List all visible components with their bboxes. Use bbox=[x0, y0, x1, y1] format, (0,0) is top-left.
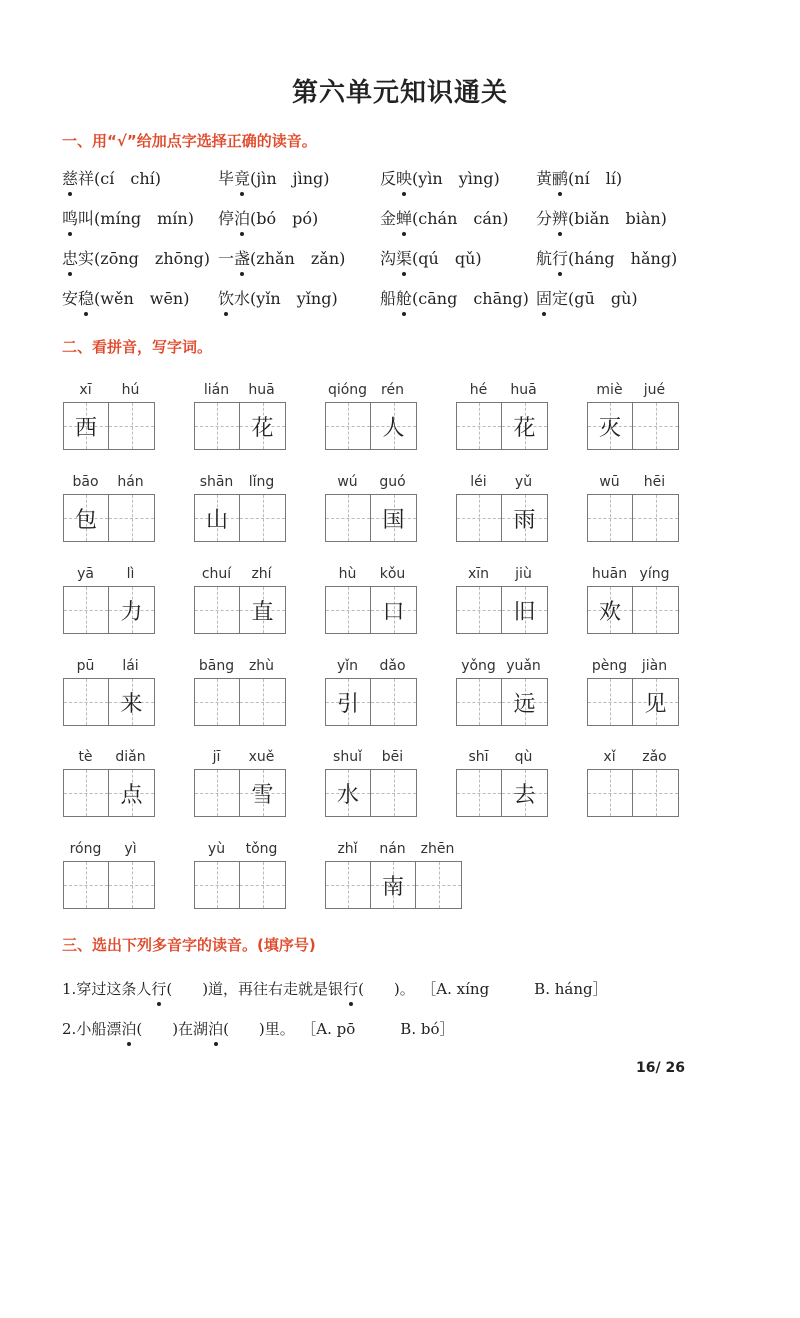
tianzige-grid bbox=[194, 678, 286, 726]
question-number: 1. bbox=[62, 980, 77, 998]
pinyin-syllable: qióng bbox=[327, 382, 368, 398]
answer-box[interactable] bbox=[195, 770, 240, 816]
tianzige-grid bbox=[194, 861, 286, 909]
answer-box[interactable] bbox=[633, 495, 678, 541]
dotted-char: 忠 bbox=[62, 246, 78, 269]
given-char-box: 来 bbox=[109, 679, 154, 725]
dotted-char: 行 bbox=[552, 246, 568, 269]
word-char: 叫 bbox=[78, 209, 95, 228]
pinyin-label bbox=[587, 566, 677, 588]
answer-box[interactable] bbox=[326, 495, 371, 541]
answer-box[interactable] bbox=[64, 770, 109, 816]
tianzige-grid bbox=[63, 494, 155, 542]
pinyin-label bbox=[325, 749, 415, 771]
word-char: 分 bbox=[536, 209, 553, 228]
tianzige-grid bbox=[587, 402, 679, 450]
tianzige-grid bbox=[456, 678, 548, 726]
pronunciation-item bbox=[62, 206, 194, 229]
pinyin-syllable: tǒng bbox=[245, 841, 278, 857]
section-1-heading: 一、用“√”给加点字选择正确的读音。 bbox=[62, 132, 317, 150]
pinyin-syllable: lì bbox=[126, 566, 135, 582]
dotted-char: 固 bbox=[536, 286, 552, 309]
tianzige-grid bbox=[456, 494, 548, 542]
answer-options: ［A. pō B. bó］ bbox=[308, 1020, 455, 1038]
pinyin-syllable: dǎo bbox=[379, 658, 406, 674]
given-char-box: 去 bbox=[502, 770, 547, 816]
section-2-heading: 二、看拼音，写字词。 bbox=[62, 338, 213, 356]
pinyin-syllable: qù bbox=[514, 749, 533, 765]
pinyin-label bbox=[456, 474, 546, 496]
pinyin-options[interactable]: (yǐn yǐng) bbox=[250, 289, 338, 308]
question-text: ( )在湖 bbox=[136, 1020, 209, 1038]
word-cell bbox=[194, 566, 286, 634]
tianzige-grid bbox=[325, 402, 417, 450]
pinyin-syllable: xuě bbox=[248, 749, 275, 765]
word-cell bbox=[325, 566, 417, 634]
pinyin-syllable: hé bbox=[469, 382, 488, 398]
answer-box[interactable] bbox=[457, 587, 502, 633]
dotted-char: 泊 bbox=[234, 206, 250, 229]
given-char-box: 西 bbox=[64, 403, 109, 449]
answer-box[interactable] bbox=[326, 587, 371, 633]
pinyin-label bbox=[194, 474, 284, 496]
page-title: 第六单元知识通关 bbox=[291, 78, 508, 108]
word-cell bbox=[194, 474, 286, 542]
answer-options: ［A. xíng B. háng］ bbox=[428, 980, 608, 998]
tianzige-grid bbox=[325, 586, 417, 634]
pinyin-label bbox=[194, 658, 284, 680]
section-3-heading: 三、选出下列多音字的读音。(填序号) bbox=[62, 936, 316, 954]
pronunciation-item bbox=[62, 166, 161, 189]
pinyin-label bbox=[194, 841, 284, 863]
page-number: 16/ 26 bbox=[636, 1060, 685, 1076]
word-char: 水 bbox=[234, 289, 251, 308]
word-cell bbox=[587, 566, 679, 634]
word-cell bbox=[63, 566, 155, 634]
pinyin-syllable: léi bbox=[470, 474, 487, 490]
given-char-box: 南 bbox=[371, 862, 416, 908]
answer-box[interactable] bbox=[326, 862, 371, 908]
given-char-box: 国 bbox=[371, 495, 416, 541]
word-cell bbox=[587, 658, 679, 726]
pinyin-label bbox=[194, 382, 284, 404]
answer-box[interactable] bbox=[371, 770, 416, 816]
dotted-char: 行 bbox=[343, 980, 359, 998]
given-char-box: 口 bbox=[371, 587, 416, 633]
tianzige-grid bbox=[587, 494, 679, 542]
answer-box[interactable] bbox=[633, 587, 678, 633]
answer-box[interactable] bbox=[588, 770, 633, 816]
answer-box[interactable] bbox=[109, 495, 154, 541]
pinyin-syllable: chuí bbox=[201, 566, 232, 582]
question-1 bbox=[62, 978, 608, 999]
tianzige-grid bbox=[194, 494, 286, 542]
pinyin-label bbox=[63, 658, 153, 680]
pinyin-label bbox=[456, 382, 546, 404]
given-char-box: 雨 bbox=[502, 495, 547, 541]
pinyin-label bbox=[63, 474, 153, 496]
answer-box[interactable] bbox=[457, 403, 502, 449]
pinyin-label bbox=[456, 749, 546, 771]
pinyin-label bbox=[63, 566, 153, 588]
word-cell bbox=[63, 749, 155, 817]
pinyin-syllable: rén bbox=[381, 382, 404, 398]
given-char-box: 包 bbox=[64, 495, 109, 541]
dotted-char: 辨 bbox=[552, 206, 568, 229]
word-char: 金 bbox=[380, 209, 397, 228]
pinyin-syllable: pū bbox=[76, 658, 95, 674]
pinyin-syllable: yǒng bbox=[461, 658, 496, 674]
given-char-box: 水 bbox=[326, 770, 371, 816]
word-char: 一 bbox=[218, 249, 235, 268]
pronunciation-item bbox=[218, 286, 338, 309]
pinyin-label bbox=[63, 382, 153, 404]
pinyin-syllable: yǐn bbox=[336, 658, 359, 674]
word-cell bbox=[194, 841, 286, 909]
answer-box[interactable] bbox=[588, 679, 633, 725]
pinyin-syllable: yā bbox=[77, 566, 94, 582]
pinyin-syllable: yì bbox=[124, 841, 137, 857]
pinyin-syllable: tè bbox=[78, 749, 93, 765]
word-char: 停 bbox=[218, 209, 235, 228]
pinyin-syllable: nán bbox=[379, 841, 406, 857]
given-char-box: 力 bbox=[109, 587, 154, 633]
pinyin-label bbox=[456, 658, 546, 680]
pronunciation-item bbox=[62, 246, 210, 269]
word-char: 反 bbox=[380, 169, 397, 188]
given-char-box: 雪 bbox=[240, 770, 285, 816]
pronunciation-item bbox=[380, 206, 508, 229]
pinyin-syllable: zhí bbox=[251, 566, 272, 582]
word-char: 毕 bbox=[218, 169, 235, 188]
pinyin-options[interactable]: (zōng zhōng) bbox=[94, 249, 211, 268]
pinyin-syllable: jiàn bbox=[641, 658, 668, 674]
question-number: 2. bbox=[62, 1020, 77, 1038]
answer-box[interactable] bbox=[457, 495, 502, 541]
tianzige-grid bbox=[325, 861, 462, 909]
pinyin-syllable: jī bbox=[212, 749, 221, 765]
answer-box[interactable] bbox=[633, 770, 678, 816]
pinyin-syllable: yuǎn bbox=[506, 658, 541, 674]
pinyin-syllable: jiù bbox=[515, 566, 532, 582]
pinyin-syllable: lián bbox=[203, 382, 230, 398]
dotted-char: 泊 bbox=[121, 1020, 137, 1038]
given-char-box: 远 bbox=[502, 679, 547, 725]
tianzige-grid bbox=[63, 861, 155, 909]
dotted-char: 映 bbox=[396, 166, 412, 189]
pinyin-syllable: kǒu bbox=[379, 566, 406, 582]
given-char-box: 花 bbox=[240, 403, 285, 449]
pinyin-label bbox=[325, 566, 415, 588]
pinyin-syllable: bāo bbox=[72, 474, 99, 490]
word-cell bbox=[456, 658, 548, 726]
pronunciation-row bbox=[62, 286, 742, 316]
pinyin-label bbox=[587, 658, 677, 680]
tianzige-grid bbox=[325, 678, 417, 726]
word-char: 航 bbox=[536, 249, 553, 268]
tianzige-grid bbox=[587, 769, 679, 817]
given-char-box: 山 bbox=[195, 495, 240, 541]
pinyin-syllable: zǎo bbox=[642, 749, 667, 765]
word-cell bbox=[63, 474, 155, 542]
pinyin-syllable: zhēn bbox=[420, 841, 455, 857]
answer-box[interactable] bbox=[64, 587, 109, 633]
pinyin-options[interactable]: (zhǎn zǎn) bbox=[250, 249, 346, 268]
tianzige-grid bbox=[63, 678, 155, 726]
pinyin-options[interactable]: (míng mín) bbox=[94, 209, 194, 228]
given-char-box: 点 bbox=[109, 770, 154, 816]
pinyin-options[interactable]: (jìn jìng) bbox=[250, 169, 330, 188]
answer-box[interactable] bbox=[457, 770, 502, 816]
pinyin-syllable: diǎn bbox=[115, 749, 146, 765]
word-cell bbox=[325, 474, 417, 542]
pinyin-syllable: yù bbox=[207, 841, 226, 857]
pinyin-syllable: hú bbox=[121, 382, 140, 398]
pinyin-label bbox=[587, 382, 677, 404]
word-char: 安 bbox=[62, 289, 79, 308]
tianzige-grid bbox=[456, 769, 548, 817]
word-cell bbox=[63, 382, 155, 450]
word-cell bbox=[325, 658, 417, 726]
dotted-char: 稳 bbox=[78, 286, 94, 309]
pinyin-label bbox=[456, 566, 546, 588]
word-cell bbox=[456, 749, 548, 817]
pronunciation-row bbox=[62, 166, 742, 196]
pinyin-options[interactable]: (biǎn biàn) bbox=[568, 209, 667, 228]
word-cell bbox=[194, 382, 286, 450]
pinyin-options[interactable]: (yìn yìng) bbox=[412, 169, 500, 188]
answer-box[interactable] bbox=[195, 679, 240, 725]
pinyin-options[interactable]: (bó pó) bbox=[250, 209, 319, 228]
pinyin-syllable: wú bbox=[337, 474, 358, 490]
question-text: 小船漂 bbox=[76, 1020, 122, 1038]
pinyin-label bbox=[587, 749, 677, 771]
pinyin-syllable: yǔ bbox=[514, 474, 533, 490]
pinyin-label bbox=[194, 749, 284, 771]
question-text: 穿过这条人 bbox=[76, 980, 152, 998]
pinyin-label bbox=[325, 382, 415, 404]
answer-box[interactable] bbox=[240, 495, 285, 541]
answer-box[interactable] bbox=[109, 862, 154, 908]
pinyin-syllable: hù bbox=[338, 566, 357, 582]
pinyin-syllable: jué bbox=[643, 382, 666, 398]
question-text: ( )里。 bbox=[223, 1020, 295, 1038]
tianzige-grid bbox=[456, 586, 548, 634]
dotted-char: 蝉 bbox=[396, 206, 412, 229]
pinyin-syllable: hán bbox=[117, 474, 144, 490]
given-char-box: 见 bbox=[633, 679, 678, 725]
answer-box[interactable] bbox=[64, 679, 109, 725]
tianzige-grid bbox=[325, 769, 417, 817]
answer-box[interactable] bbox=[588, 495, 633, 541]
pinyin-syllable: huā bbox=[510, 382, 537, 398]
dotted-char: 渠 bbox=[396, 246, 412, 269]
pronunciation-row bbox=[62, 206, 742, 236]
answer-box[interactable] bbox=[195, 862, 240, 908]
answer-box[interactable] bbox=[195, 403, 240, 449]
pronunciation-item bbox=[380, 246, 482, 269]
pronunciation-item bbox=[380, 286, 529, 309]
tianzige-grid bbox=[456, 402, 548, 450]
word-cell bbox=[587, 474, 679, 542]
pronunciation-item bbox=[62, 286, 189, 309]
word-cell bbox=[587, 382, 679, 450]
answer-box[interactable] bbox=[457, 679, 502, 725]
pinyin-syllable: lǐng bbox=[248, 474, 275, 490]
pinyin-syllable: huān bbox=[591, 566, 628, 582]
dotted-char: 泊 bbox=[208, 1020, 224, 1038]
given-char-box: 灭 bbox=[588, 403, 633, 449]
pinyin-syllable: xī bbox=[79, 382, 92, 398]
pinyin-syllable: zhù bbox=[248, 658, 275, 674]
pinyin-syllable: bēi bbox=[381, 749, 404, 765]
pronunciation-item bbox=[218, 246, 345, 269]
word-char: 船 bbox=[380, 289, 397, 308]
word-char: 定 bbox=[552, 289, 569, 308]
pinyin-options[interactable]: (gū gù) bbox=[568, 289, 638, 308]
pinyin-label bbox=[63, 841, 153, 863]
tianzige-grid bbox=[194, 586, 286, 634]
pinyin-syllable: shuǐ bbox=[333, 749, 362, 765]
dotted-char: 鸣 bbox=[62, 206, 78, 229]
word-char: 沟 bbox=[380, 249, 397, 268]
pinyin-syllable: shān bbox=[199, 474, 234, 490]
tianzige-grid bbox=[63, 769, 155, 817]
pinyin-options[interactable]: (qú qǔ) bbox=[412, 249, 482, 268]
pinyin-options[interactable]: (háng hǎng) bbox=[568, 249, 678, 268]
answer-box[interactable] bbox=[64, 862, 109, 908]
dotted-char: 竟 bbox=[234, 166, 250, 189]
answer-box[interactable] bbox=[326, 403, 371, 449]
answer-box[interactable] bbox=[371, 679, 416, 725]
dotted-char: 舱 bbox=[396, 286, 412, 309]
pinyin-syllable: xǐ bbox=[603, 749, 616, 765]
pinyin-options[interactable]: (cí chí) bbox=[94, 169, 161, 188]
dotted-char: 慈 bbox=[62, 166, 78, 189]
tianzige-grid bbox=[325, 494, 417, 542]
dotted-char: 饮 bbox=[218, 286, 234, 309]
word-char: 黄 bbox=[536, 169, 553, 188]
word-char: 实 bbox=[78, 249, 95, 268]
answer-box[interactable] bbox=[195, 587, 240, 633]
tianzige-grid bbox=[194, 769, 286, 817]
pinyin-label bbox=[325, 841, 460, 863]
pinyin-syllable: guó bbox=[379, 474, 406, 490]
word-cell bbox=[194, 749, 286, 817]
answer-box[interactable] bbox=[240, 679, 285, 725]
question-text: ( )。 bbox=[358, 980, 415, 998]
dotted-char: 行 bbox=[151, 980, 167, 998]
pinyin-syllable: wū bbox=[599, 474, 620, 490]
word-cell bbox=[587, 749, 679, 817]
answer-box[interactable] bbox=[240, 862, 285, 908]
word-cell bbox=[325, 841, 462, 909]
pinyin-syllable: xīn bbox=[467, 566, 490, 582]
pronunciation-row bbox=[62, 246, 742, 276]
pronunciation-item bbox=[218, 166, 330, 189]
dotted-char: 盏 bbox=[234, 246, 250, 269]
pinyin-label bbox=[325, 474, 415, 496]
word-cell bbox=[63, 841, 155, 909]
pinyin-syllable: huā bbox=[248, 382, 275, 398]
word-cell bbox=[325, 382, 417, 450]
tianzige-grid bbox=[194, 402, 286, 450]
answer-box[interactable] bbox=[109, 403, 154, 449]
given-char-box: 花 bbox=[502, 403, 547, 449]
word-cell bbox=[456, 474, 548, 542]
pinyin-syllable: pèng bbox=[591, 658, 628, 674]
pinyin-label bbox=[325, 658, 415, 680]
tianzige-grid bbox=[63, 402, 155, 450]
pinyin-options[interactable]: (wěn wēn) bbox=[94, 289, 190, 308]
question-text: ( )道，再往右走就是银 bbox=[166, 980, 344, 998]
given-char-box: 欢 bbox=[588, 587, 633, 633]
pinyin-syllable: bāng bbox=[198, 658, 235, 674]
tianzige-grid bbox=[587, 586, 679, 634]
pronunciation-item bbox=[536, 246, 677, 269]
word-cell bbox=[456, 566, 548, 634]
pronunciation-item bbox=[218, 206, 318, 229]
answer-box[interactable] bbox=[633, 403, 678, 449]
dotted-char: 鹂 bbox=[552, 166, 568, 189]
pinyin-syllable: lái bbox=[122, 658, 139, 674]
question-2 bbox=[62, 1018, 455, 1039]
pronunciation-item bbox=[380, 166, 500, 189]
pronunciation-item bbox=[536, 166, 622, 189]
pinyin-options[interactable]: (cāng chāng) bbox=[412, 289, 529, 308]
pinyin-label bbox=[194, 566, 284, 588]
pinyin-options[interactable]: (chán cán) bbox=[412, 209, 509, 228]
given-char-box: 人 bbox=[371, 403, 416, 449]
answer-box[interactable] bbox=[416, 862, 461, 908]
given-char-box: 旧 bbox=[502, 587, 547, 633]
pinyin-syllable: shī bbox=[468, 749, 489, 765]
pronunciation-item bbox=[536, 286, 638, 309]
word-cell bbox=[325, 749, 417, 817]
given-char-box: 直 bbox=[240, 587, 285, 633]
word-cell bbox=[456, 382, 548, 450]
pinyin-label bbox=[63, 749, 153, 771]
word-char: 祥 bbox=[78, 169, 95, 188]
given-char-box: 引 bbox=[326, 679, 371, 725]
pinyin-syllable: miè bbox=[596, 382, 623, 398]
pinyin-label bbox=[587, 474, 677, 496]
pinyin-options[interactable]: (ní lí) bbox=[568, 169, 623, 188]
word-cell bbox=[63, 658, 155, 726]
word-cell bbox=[194, 658, 286, 726]
pinyin-syllable: hēi bbox=[643, 474, 666, 490]
pinyin-syllable: róng bbox=[69, 841, 102, 857]
tianzige-grid bbox=[63, 586, 155, 634]
pronunciation-item bbox=[536, 206, 667, 229]
pinyin-syllable: yíng bbox=[639, 566, 670, 582]
pinyin-syllable: zhǐ bbox=[337, 841, 358, 857]
tianzige-grid bbox=[587, 678, 679, 726]
